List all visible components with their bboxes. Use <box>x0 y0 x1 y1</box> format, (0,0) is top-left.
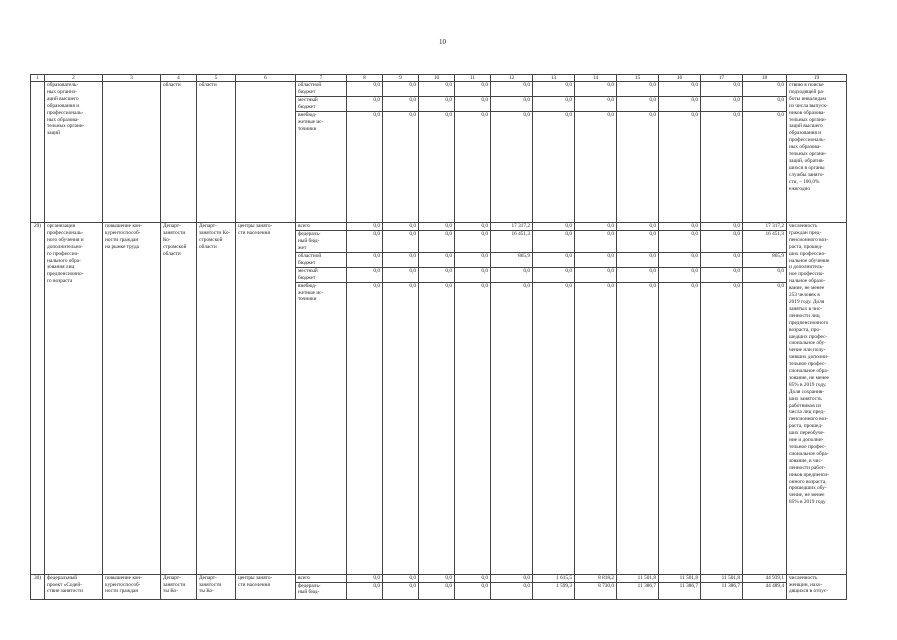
funding-source: областной бюджет <box>296 252 347 267</box>
year-value: 0,0 <box>617 230 659 252</box>
year-value: 0,0 <box>701 252 743 267</box>
year-value: 0,0 <box>419 112 455 223</box>
year-value: 0,0 <box>347 112 383 223</box>
year-value: 0,0 <box>455 282 491 574</box>
measure-goal: повышение кон- курентоспособ- ности граждан на рынке труда <box>103 223 161 575</box>
year-value: 0,0 <box>347 252 383 267</box>
year-value: 8 818,2 <box>575 574 617 582</box>
year-value: 0,0 <box>491 582 533 599</box>
year-value: 0,0 <box>491 82 533 97</box>
year-value: 0,0 <box>455 97 491 112</box>
year-value: 0,0 <box>659 82 701 97</box>
coordinator: области <box>161 82 197 223</box>
year-value: 0,0 <box>383 230 419 252</box>
table-row <box>31 223 847 231</box>
year-value: 0,0 <box>743 282 787 574</box>
year-value: 17 317,2 <box>743 223 787 231</box>
year-value: 0,0 <box>575 97 617 112</box>
year-value: 0,0 <box>617 97 659 112</box>
year-value: 0,0 <box>383 97 419 112</box>
year-value: 44 489,4 <box>743 582 787 599</box>
year-value: 0,0 <box>347 97 383 112</box>
year-value: 0,0 <box>455 574 491 582</box>
year-value: 0,0 <box>383 112 419 223</box>
year-value: 0,0 <box>347 574 383 582</box>
year-value: 16 451,3 <box>743 230 787 252</box>
year-value: 0,0 <box>575 252 617 267</box>
year-value: 0,0 <box>347 230 383 252</box>
year-value: 0,0 <box>455 230 491 252</box>
year-value: 0,0 <box>659 252 701 267</box>
year-value: 0,0 <box>419 282 455 574</box>
year-value: 0,0 <box>743 97 787 112</box>
year-value: 0,0 <box>617 112 659 223</box>
year-value: 0,0 <box>455 112 491 223</box>
year-value: 0,0 <box>575 282 617 574</box>
executor: Департ- занятости Ко- стромской области <box>197 223 236 575</box>
column-number-19: 19 <box>787 75 847 82</box>
year-value: 0,0 <box>617 223 659 231</box>
year-value: 0,0 <box>659 112 701 223</box>
executor: Департ- занятости ты Ко- <box>197 574 236 599</box>
year-value: 0,0 <box>347 267 383 282</box>
year-value: 8 730,0 <box>575 582 617 599</box>
column-number-17: 17 <box>701 75 743 82</box>
funding-source: федераль- ный бюд- жет <box>296 230 347 252</box>
year-value: 0,0 <box>383 82 419 97</box>
year-value: 11 501,8 <box>659 574 701 582</box>
column-number-8: 8 <box>347 75 383 82</box>
table-body <box>31 75 847 600</box>
year-value: 0,0 <box>533 112 575 223</box>
year-value: 0,0 <box>701 112 743 223</box>
measure-goal <box>103 82 161 223</box>
year-value: 0,0 <box>347 282 383 574</box>
coordinator: Департ- занятости Ко- стромской области <box>161 223 197 575</box>
year-value: 11 386,7 <box>659 582 701 599</box>
executor: области <box>197 82 236 223</box>
column-number-1: 1 <box>31 75 45 82</box>
year-value: 0,0 <box>491 112 533 223</box>
item-number <box>31 82 45 223</box>
year-value: 0,0 <box>659 267 701 282</box>
year-value: 0,0 <box>575 223 617 231</box>
year-value: 0,0 <box>491 574 533 582</box>
measure-goal: повышение кон- курентоспособ- ности граждан <box>103 574 161 599</box>
year-value: 0,0 <box>419 252 455 267</box>
year-value: 17 317,2 <box>491 223 533 231</box>
year-value: 0,0 <box>419 574 455 582</box>
year-value: 16 451,3 <box>491 230 533 252</box>
page-number: 10 <box>439 38 446 46</box>
financing-table <box>30 74 847 600</box>
year-value: 0,0 <box>701 282 743 574</box>
funding-source: всего <box>296 223 347 231</box>
year-value: 0,0 <box>575 82 617 97</box>
year-value: 0,0 <box>575 112 617 223</box>
year-value: 0,0 <box>701 223 743 231</box>
column-number-11: 11 <box>455 75 491 82</box>
header-row <box>31 75 847 82</box>
year-value: 11 501,8 <box>617 574 659 582</box>
year-value: 0,0 <box>743 82 787 97</box>
measure-name: федеральный проект «Содей- ствие занятости <box>45 574 103 599</box>
target-indicator: ствию в поиске подходящей ра- боты инвалидам из числа выпуск- ников образова- тельных органи- заций высшего образования и профессиональ- ных образова- тельных органи- заций, обратив- шихся в органы службы занято- сти, – 100,0% ежегодно <box>787 82 847 223</box>
year-value: 0,0 <box>659 230 701 252</box>
year-value: 0,0 <box>701 97 743 112</box>
year-value: 0,0 <box>383 223 419 231</box>
table-row <box>31 574 847 582</box>
year-value: 0,0 <box>617 82 659 97</box>
year-value: 1 599,3 <box>533 582 575 599</box>
column-number-12: 12 <box>491 75 533 82</box>
year-value: 0,0 <box>455 582 491 599</box>
year-value: 0,0 <box>659 223 701 231</box>
participants: центры занято- сти населения <box>236 574 296 599</box>
year-value: 0,0 <box>419 82 455 97</box>
year-value: 0,0 <box>659 282 701 574</box>
year-value: 0,0 <box>743 112 787 223</box>
column-number-7: 7 <box>296 75 347 82</box>
year-value: 0,0 <box>533 282 575 574</box>
year-value: 11 386,7 <box>617 582 659 599</box>
year-value: 44 939,1 <box>743 574 787 582</box>
year-value: 0,0 <box>575 267 617 282</box>
year-value: 0,0 <box>383 252 419 267</box>
year-value: 0,0 <box>659 97 701 112</box>
year-value: 0,0 <box>419 582 455 599</box>
year-value: 0,0 <box>383 282 419 574</box>
table-row <box>31 82 847 97</box>
year-value: 0,0 <box>617 282 659 574</box>
year-value: 0,0 <box>419 97 455 112</box>
year-value: 0,0 <box>419 267 455 282</box>
column-number-18: 18 <box>743 75 787 82</box>
year-value: 0,0 <box>533 230 575 252</box>
year-value: 0,0 <box>455 252 491 267</box>
participants <box>236 82 296 223</box>
year-value: 0,0 <box>533 223 575 231</box>
item-number: 30) <box>31 574 45 599</box>
year-value: 0,0 <box>347 82 383 97</box>
year-value: 0,0 <box>533 97 575 112</box>
funding-source: областной бюджет <box>296 82 347 97</box>
column-number-15: 15 <box>617 75 659 82</box>
column-number-10: 10 <box>419 75 455 82</box>
year-value: 0,0 <box>455 223 491 231</box>
participants: центры занято- сти населения <box>236 223 296 575</box>
year-value: 0,0 <box>701 82 743 97</box>
year-value: 865,9 <box>743 252 787 267</box>
year-value: 0,0 <box>419 230 455 252</box>
column-number-5: 5 <box>197 75 236 82</box>
column-number-14: 14 <box>575 75 617 82</box>
year-value: 0,0 <box>347 223 383 231</box>
year-value: 1 615,5 <box>533 574 575 582</box>
funding-source: всего <box>296 574 347 582</box>
funding-source: федераль- ный бюд- <box>296 582 347 599</box>
year-value: 11 501,8 <box>701 574 743 582</box>
funding-source: внебюд- жетные ис- точники <box>296 112 347 223</box>
column-number-6: 6 <box>236 75 296 82</box>
year-value: 0,0 <box>455 82 491 97</box>
column-number-9: 9 <box>383 75 419 82</box>
year-value: 0,0 <box>347 582 383 599</box>
year-value: 0,0 <box>617 252 659 267</box>
item-number: 29) <box>31 223 45 575</box>
measure-name: образователь- ных организ- аций высшего образования и профессиональ- ных образова- тельных органи- заций <box>45 82 103 223</box>
year-value: 0,0 <box>383 574 419 582</box>
year-value: 0,0 <box>743 267 787 282</box>
year-value: 0,0 <box>491 97 533 112</box>
year-value: 0,0 <box>455 267 491 282</box>
year-value: 0,0 <box>533 82 575 97</box>
column-number-4: 4 <box>161 75 197 82</box>
column-number-3: 3 <box>103 75 161 82</box>
year-value: 0,0 <box>533 267 575 282</box>
year-value: 0,0 <box>701 267 743 282</box>
year-value: 0,0 <box>491 267 533 282</box>
year-value: 865,9 <box>491 252 533 267</box>
column-number-16: 16 <box>659 75 701 82</box>
coordinator: Департ- занятости ты Ко- <box>161 574 197 599</box>
funding-source: местный бюджет <box>296 267 347 282</box>
column-number-13: 13 <box>533 75 575 82</box>
funding-source: внебюд- жетные ис- точники <box>296 282 347 574</box>
year-value: 0,0 <box>533 252 575 267</box>
measure-name: организация профессиональ- ного обучения и дополнительно- го профессио- нального обра- зования лиц предпенсионно- го возраста <box>45 223 103 575</box>
year-value: 0,0 <box>383 267 419 282</box>
year-value: 0,0 <box>419 223 455 231</box>
target-indicator: численность женщин, нахо- дящихся в отпус- <box>787 574 847 599</box>
funding-source: местный бюджет <box>296 97 347 112</box>
target-indicator: численность граждан пред- пенсионного воз- раста, прошед- ших профессио- нальное обучение и дополнитель- ное профессио- нальное образо- вание, не менее 253 человек в 2019 году. Доля занятых в чис- ленности лиц предпенсионного возраста, про- шедших профес- сиональное обу- чение или полу- чивших дополни- тельное профес- сиональное обра- зование, не менее 85% в 2019 году. Доля сохранив- ших занятость работников из числа лиц пред- пенсионного воз- раста, прошед- ших переобуче- ние и дополни- тельное профес- сиональное обра- зование, в чис- ленности работ- ников предпенси- онного возраста, прошедших обу- чение, не менее 85% в 2019 году <box>787 223 847 575</box>
year-value: 0,0 <box>491 282 533 574</box>
year-value: 11 386,7 <box>701 582 743 599</box>
year-value: 0,0 <box>617 267 659 282</box>
year-value: 0,0 <box>575 230 617 252</box>
column-number-2: 2 <box>45 75 103 82</box>
year-value: 0,0 <box>383 582 419 599</box>
year-value: 0,0 <box>701 230 743 252</box>
